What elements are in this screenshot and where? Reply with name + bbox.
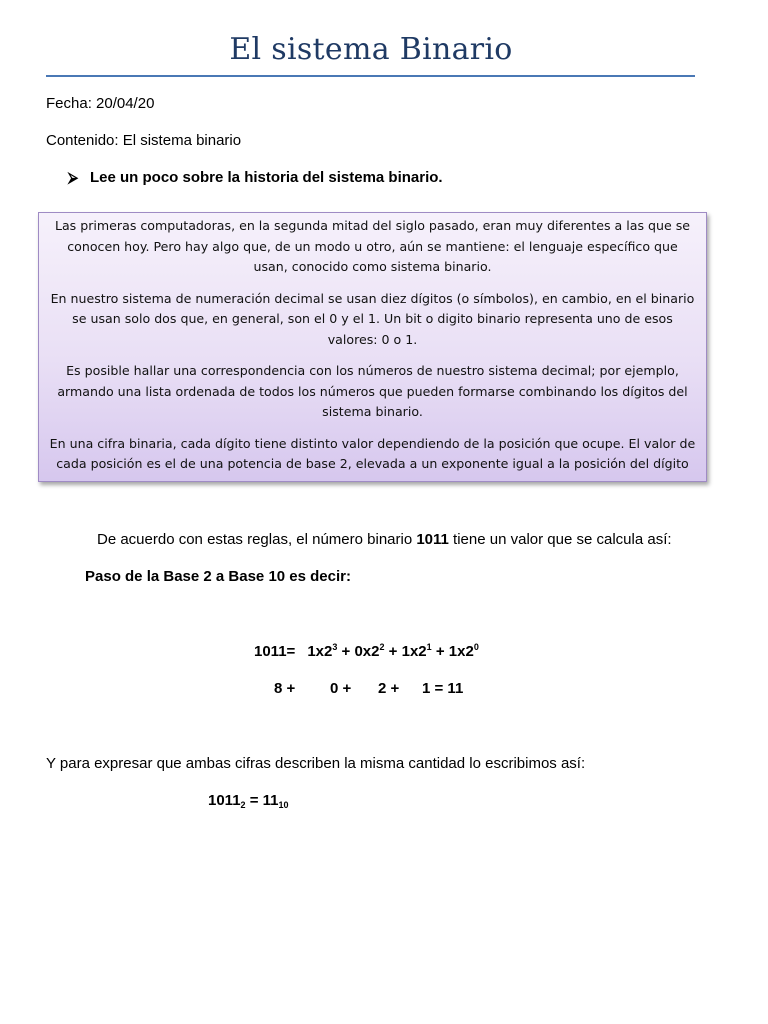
info-paragraph: Es posible hallar una correspondencia con los números de nuestro sistema decimal; por ejemplo, armando una lista ordenada de todos los números que pueden formarse combinando los dígitos del sistema binario. <box>57 363 688 419</box>
partial-sum: 2 + <box>378 680 400 697</box>
equation-term: $1x2^3$ <box>307 642 338 660</box>
partial-sum: 0 + <box>330 680 352 697</box>
date-line: Fecha: 20/04/20 <box>46 95 155 112</box>
equation-term: + $1x2^0$ <box>431 642 479 660</box>
arrowhead-bullet-icon: ⮚ <box>68 169 78 185</box>
binary-base: 2 <box>240 800 246 810</box>
binary-value: 1011 <box>208 792 241 809</box>
equation-term: + $1x2^1$ <box>384 642 432 660</box>
equation-lhs: 1011= <box>254 643 296 660</box>
equation-term: + $0x2^2$ <box>337 642 385 660</box>
conversion-step-title: Paso de la Base 2 a Base 10 es decir: <box>85 568 351 585</box>
binary-number: 1011 <box>416 531 449 548</box>
base-equality <box>208 792 289 810</box>
history-info-box <box>38 212 707 482</box>
title-underline <box>46 75 695 77</box>
partial-sum: 8 + <box>274 680 296 697</box>
page-title: El sistema Binario <box>229 32 513 67</box>
info-paragraph: En nuestro sistema de numeración decimal se usan diez dígitos (o símbolos), en cambio, en el binario se usan solo dos que, en general, son el 0 y el 1. Un bit o digito binario representa uno de esos valores: 0 o 1. <box>50 290 695 347</box>
expansion-equation <box>254 642 479 660</box>
info-paragraph: Las primeras computadoras, en la segunda mitad del siglo pasado, eran muy diferentes a las que se conocen hoy. Pero hay algo que, de un modo u otro, aún se mantiene: el lenguaje específico que usan, conocido como sistema binario. <box>54 218 691 274</box>
rules-suffix: tiene un valor que se calcula así: <box>448 531 672 548</box>
rules-sentence <box>97 531 672 548</box>
reading-instruction <box>68 169 443 186</box>
reading-instruction-text: Lee un poco sobre la historia del sistema binario. <box>90 169 443 186</box>
content-line: Contenido: El sistema binario <box>46 132 242 149</box>
decimal-value: 11 <box>262 792 279 809</box>
rules-prefix: De acuerdo con estas reglas, el número binario <box>97 531 417 548</box>
decimal-base: 10 <box>278 800 289 810</box>
conclusion-sentence: Y para expresar que ambas cifras describen la misma cantidad lo escribimos así: <box>46 755 586 772</box>
partial-sum: 1 = 11 <box>422 680 464 697</box>
info-paragraph: En una cifra binaria, cada dígito tiene distinto valor dependiendo de la posición que ocupe. El valor de cada posición es el de una potencia de base 2, elevada a un exponente igual a la posición del dígito <box>49 435 696 471</box>
equals-sign: = <box>245 792 263 809</box>
